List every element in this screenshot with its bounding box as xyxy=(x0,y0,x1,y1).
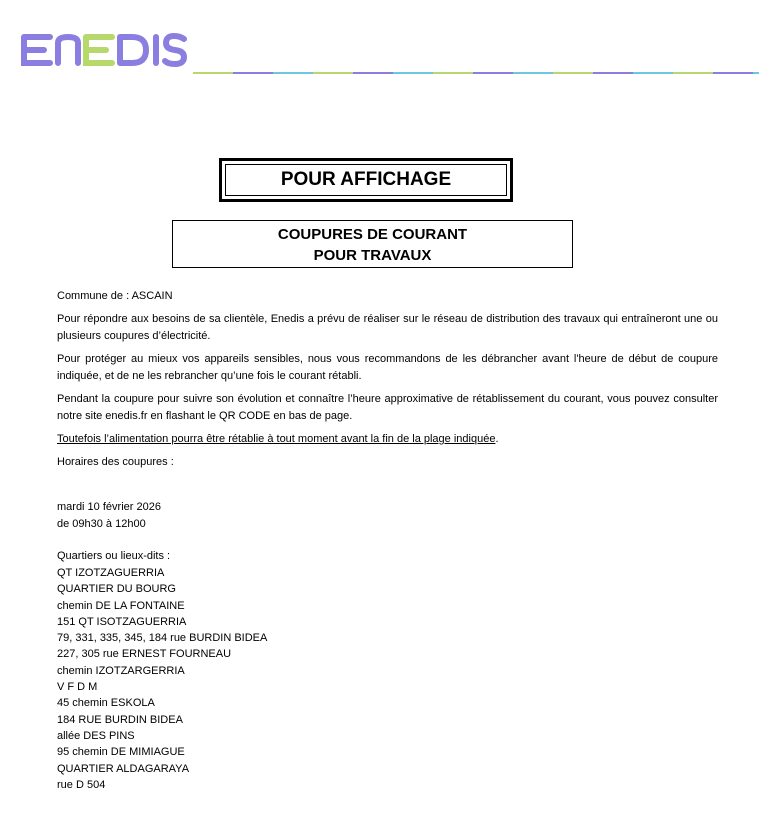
location-item: chemin IZOTZARGERRIA xyxy=(57,664,185,677)
rule-segment xyxy=(193,72,233,74)
schedule-label: Horaires des coupures : xyxy=(57,456,174,468)
paragraph-3: Pendant la coupure pour suivre son évolution et connaître l’heure approximative de rétablissement du courant, vous pouvez consulter notre site enedis.fr en flashant le QR CODE en bas de page. xyxy=(57,393,718,422)
subtitle-frame xyxy=(172,220,573,268)
location-item: V F D M xyxy=(57,681,98,694)
rule-segment xyxy=(633,72,673,74)
rule-segment xyxy=(393,72,433,74)
paragraph-2: Pour protéger au mieux vos appareils sensibles, nous vous recommandons de les débrancher avant l'heure de début de coupure indiquée, et de ne les rebrancher qu’une fois le courant rétabli. xyxy=(57,353,718,382)
location-item: QUARTIER DU BOURG xyxy=(57,583,176,596)
subtitle-line-1: COUPURES DE COURANT xyxy=(277,226,468,243)
location-item: 227, 305 rue ERNEST FOURNEAU xyxy=(57,648,232,661)
location-item: rue D 504 xyxy=(57,778,106,791)
locations-list xyxy=(57,565,718,793)
rule-segment xyxy=(473,72,513,74)
warning-text: Toutefois l’alimentation pourra être rétablie à tout moment avant la fin de la plage indiquée xyxy=(57,433,496,445)
location-item: 95 chemin DE MIMIAGUE xyxy=(57,746,185,759)
rule-segment xyxy=(753,72,759,74)
location-item: allée DES PINS xyxy=(57,729,135,742)
rule-segment xyxy=(673,72,713,74)
location-item: 79, 331, 335, 345, 184 rue BURDIN BIDEA xyxy=(57,632,268,645)
warning-end: . xyxy=(495,433,499,445)
rule-segment xyxy=(353,72,393,74)
page-title: POUR AFFICHAGE xyxy=(225,164,507,196)
title-frame xyxy=(219,158,513,202)
rule-segment xyxy=(553,72,593,74)
location-item: 151 QT ISOTZAGUERRIA xyxy=(57,615,187,628)
warning-line xyxy=(57,431,718,448)
paragraph-1: Pour répondre aux besoins de sa clientèle, Enedis a prévu de réaliser sur le réseau de distribution des travaux qui entraîneront une ou plusieurs coupures d’électricité. xyxy=(57,313,718,342)
commune-line: Commune de : ASCAIN xyxy=(57,290,173,302)
rule-segment xyxy=(713,72,753,74)
notice-body xyxy=(57,288,718,793)
outage-date: mardi 10 février 2026 xyxy=(57,501,161,513)
location-item: chemin DE LA FONTAINE xyxy=(57,599,185,612)
locations-label: Quartiers ou lieux-dits : xyxy=(57,550,171,562)
subtitle-line-2: POUR TRAVAUX xyxy=(313,247,432,264)
rule-segment xyxy=(313,72,353,74)
header-decorative-rule xyxy=(193,62,759,66)
outage-time-range: de 09h30 à 12h00 xyxy=(57,518,146,530)
enedis-logo xyxy=(20,29,188,71)
location-item: QUARTIER ALDAGARAYA xyxy=(57,762,190,775)
rule-segment xyxy=(273,72,313,74)
rule-segment xyxy=(513,72,553,74)
location-item: QT IZOTZAGUERRIA xyxy=(57,567,165,579)
rule-segment xyxy=(433,72,473,74)
location-item: 45 chemin ESKOLA xyxy=(57,697,155,710)
location-item: 184 RUE BURDIN BIDEA xyxy=(57,713,183,726)
rule-segment xyxy=(593,72,633,74)
rule-segment xyxy=(233,72,273,74)
